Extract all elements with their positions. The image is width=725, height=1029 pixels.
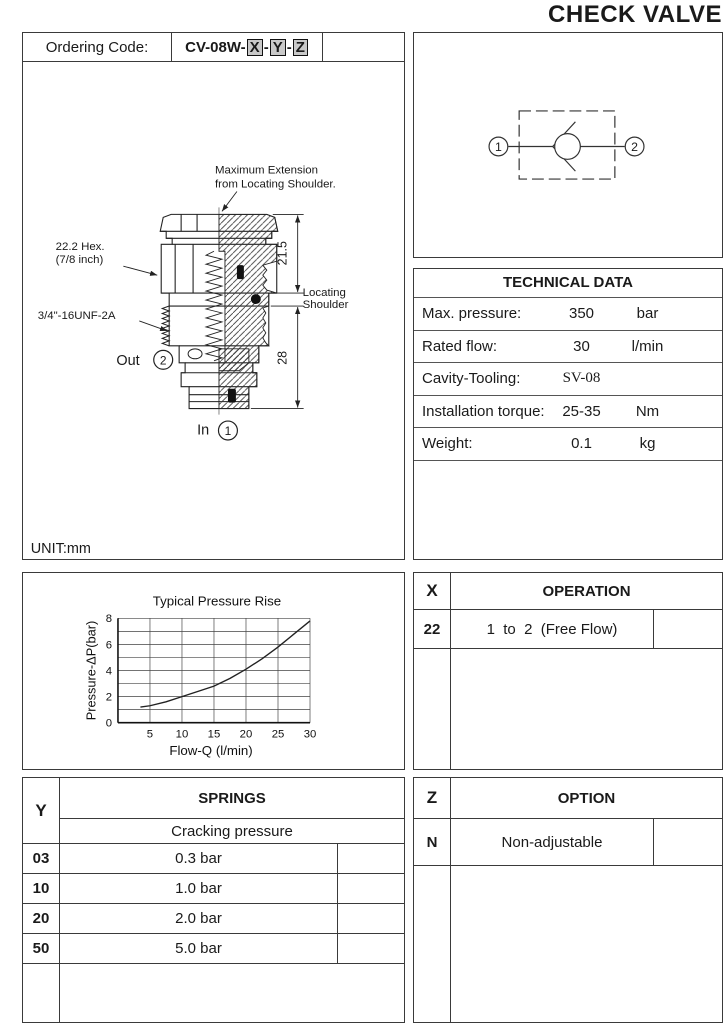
option-row-empty <box>654 819 722 866</box>
tech-value: 350 <box>568 305 595 322</box>
locating-shoulder-label-1: Locating <box>302 287 346 300</box>
max-extension-leader <box>222 191 237 211</box>
unit-note: UNIT:mm <box>30 541 91 558</box>
tech-label: Weight: <box>422 435 473 452</box>
pressure-rise-chart-panel <box>22 572 405 770</box>
check-ball <box>555 134 581 160</box>
spring-row-code: 20 <box>23 904 60 934</box>
max-extension-label-2: from Locating Shoulder. <box>214 178 336 191</box>
x-tick-label: 20 <box>239 728 253 741</box>
symbol-port-2: 2 <box>631 139 639 154</box>
spring-row-empty <box>338 934 404 964</box>
option-col-letter: Z <box>414 778 451 819</box>
locating-shoulder-label-2: Shoulder <box>302 299 349 312</box>
hex-leader <box>123 266 157 275</box>
x-tick-label: 30 <box>303 728 317 741</box>
operation-col-letter: X <box>414 573 451 610</box>
tech-unit: kg <box>639 435 656 452</box>
dim-28-label: 28 <box>275 350 290 365</box>
spring-row-value: 1.0 bar <box>60 874 338 904</box>
spring-row-value: 2.0 bar <box>60 904 338 934</box>
tech-row-max-pressure <box>414 298 722 331</box>
tech-value: SV-08 <box>562 370 601 386</box>
springs-footer-left <box>23 964 60 1022</box>
spring-row-empty <box>338 844 404 874</box>
operation-title: OPERATION <box>451 573 722 610</box>
ordering-code-row <box>23 33 404 62</box>
hex-label-2: (7/8 inch) <box>55 254 104 267</box>
code-sep-2: - <box>286 38 292 56</box>
option-title: OPTION <box>451 778 722 819</box>
thread-leader <box>139 321 167 331</box>
spring-row-code: 50 <box>23 934 60 964</box>
tech-row-rated-flow <box>414 331 722 364</box>
operation-footer-left <box>414 649 451 769</box>
thread-label: 3/4"-16UNF-2A <box>37 309 116 322</box>
operation-panel <box>413 572 723 770</box>
code-part-x: X <box>247 39 263 56</box>
in-label: In <box>197 422 210 439</box>
chart-ylabel: Pressure-ΔP(bar) <box>83 620 99 721</box>
x-tick-label: 25 <box>271 728 285 741</box>
tech-unit: bar <box>636 305 659 322</box>
tech-unit: l/min <box>631 337 664 355</box>
code-sep-1: - <box>263 38 269 56</box>
spring-row-value: 0.3 bar <box>60 844 338 874</box>
symbol-port-1: 1 <box>494 139 502 154</box>
x-tick-label: 5 <box>146 728 154 741</box>
y-tick-label: 0 <box>105 717 113 730</box>
check-valve-symbol <box>414 33 721 256</box>
chart-xlabel: Flow-Q (l/min) <box>169 743 253 759</box>
ordering-code-label: Ordering Code: <box>23 33 172 61</box>
operation-row-desc: 1 to 2 (Free Flow) <box>451 610 654 649</box>
springs-title: SPRINGS <box>60 778 404 819</box>
technical-data-title: TECHNICAL DATA <box>414 269 722 298</box>
option-panel <box>413 777 723 1023</box>
ordering-and-drawing-panel <box>22 32 405 560</box>
spring-row-code: 03 <box>23 844 60 874</box>
springs-panel <box>22 777 405 1023</box>
springs-subtitle: Cracking pressure <box>60 819 404 844</box>
x-tick-label: 15 <box>207 728 221 741</box>
out-port-number: 2 <box>159 353 167 368</box>
tech-value: 30 <box>573 337 590 355</box>
spring-row-empty <box>338 904 404 934</box>
operation-row-code: 22 <box>414 610 451 649</box>
option-footer-left <box>414 866 451 1022</box>
x-tick-label: 10 <box>175 728 189 741</box>
hex-label-1: 22.2 Hex. <box>55 241 105 254</box>
spring-row-empty <box>338 874 404 904</box>
ordering-code-empty-cell <box>323 33 404 61</box>
y-tick-label: 8 <box>105 613 113 626</box>
operation-footer-right <box>451 649 722 769</box>
technical-data-panel <box>413 268 723 560</box>
tech-row-installation-torque <box>414 396 722 429</box>
option-footer-right <box>451 866 722 1022</box>
y-tick-label: 6 <box>105 639 113 652</box>
tech-label: Cavity-Tooling: <box>422 370 521 387</box>
springs-col-letter: Y <box>23 778 60 844</box>
y-tick-label: 4 <box>105 665 113 678</box>
tech-row-weight <box>414 428 722 461</box>
springs-footer-right <box>60 964 404 1022</box>
pressure-chart <box>23 573 403 768</box>
ordering-code-value <box>172 33 323 61</box>
chart-title: Typical Pressure Rise <box>152 593 282 609</box>
page-title: CHECK VALVE <box>548 1 722 28</box>
valve-drawing <box>23 62 406 560</box>
spring-row-code: 10 <box>23 874 60 904</box>
tech-label: Installation torque: <box>422 402 545 420</box>
code-part-z: Z <box>293 39 308 56</box>
thread-teeth <box>162 306 169 346</box>
max-extension-label-1: Maximum Extension <box>214 164 318 177</box>
tech-value: 25-35 <box>562 402 601 420</box>
option-row-desc: Non-adjustable <box>451 819 654 866</box>
operation-row-empty <box>654 610 722 649</box>
out-label: Out <box>116 352 140 369</box>
tech-unit <box>609 363 722 395</box>
dim-21-5-label: 21.5 <box>275 241 290 266</box>
pressure-rise-curve <box>140 621 310 707</box>
tech-row-cavity-tooling <box>414 363 722 396</box>
option-row-code: N <box>414 819 451 866</box>
code-prefix: CV-08W- <box>185 38 246 56</box>
out-port-hole <box>188 349 202 359</box>
tech-label: Max. pressure: <box>422 305 522 322</box>
code-part-y: Y <box>270 39 286 56</box>
tech-unit: Nm <box>635 402 660 420</box>
tech-value: 0.1 <box>571 435 592 452</box>
in-port-number: 1 <box>224 424 232 439</box>
spring-row-value: 5.0 bar <box>60 934 338 964</box>
tech-label: Rated flow: <box>422 337 498 355</box>
hydraulic-symbol-panel <box>413 32 723 258</box>
y-tick-label: 2 <box>105 691 113 704</box>
